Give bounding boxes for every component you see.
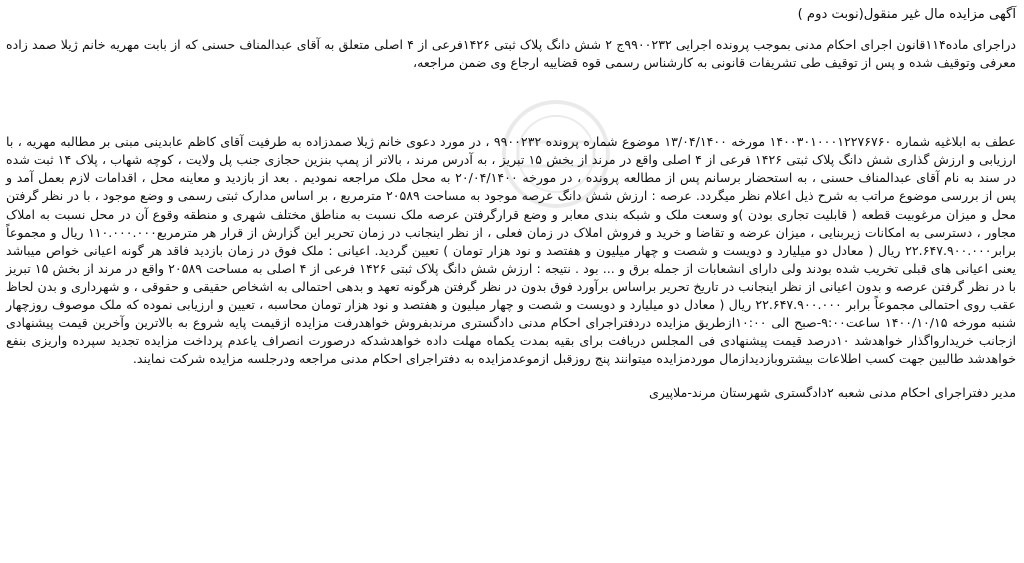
notice-title: آگهی مزایده مال غیر منقول(نوبت دوم ): [797, 7, 1016, 22]
notice-intro: دراجرای ماده۱۱۴قانون اجرای احکام مدنی بموجب پرونده اجرایی ۹۹۰۰۲۳۲ج ۲ شش دانگ پلاک ثبتی ۱۴۲۶فرعی از ۴ اصلی متعلق به آقای عبدالمناف حسنی که از بابت مهریه خانم ژیلا صمد زاده معرفی وتوقیف شده و پس از توقیف طی تشریفات قانونی به کارشناس رسمی قوه قضاییه ارجاع وی ضمن مراجعه،: [6, 37, 1017, 70]
notice-signature: مدیر دفتراجرای احکام مدنی شعبه ۲دادگستری شهرستان مرند-ملاپیری: [648, 385, 1016, 401]
auction-notice: [6, 6, 1016, 557]
notice-body: عطف به ابلاغیه شماره ۱۴۰۰۳۰۱۰۰۰۱۲۲۷۶۷۶۰ مورخه ۱۳/۰۴/۱۴۰۰ موضوع شماره پرونده ۹۹۰۰۲۳۲ ، در مورد دعوی خانم ژیلا صمدزاده به طرفیت آقای کاظم عابدینی مبنی بر مطالبه مهریه ، با ارزیابی و ارزش گذاری شش دانگ پلاک ثبتی ۱۴۲۶ فرعی از ۴ اصلی واقع در مرند از بخش ۱۵ تبریز ، به آدرس مرند ، بالاتر از پمپ بنزین حجازی جنب پل ولایت ، کوچه شهاب ، پلاک ۱۴ ثبت شده در سند به نام آقای عبدالمناف حسنی ، به استحضار برسانم پس از مطالعه پرونده ، در مورخه ۲۰/۰۴/۱۴۰۰ به محل ملک مراجعه نمودیم . بعد از بازدید و معاینه محل ، اقدامات لازم بعمل آمد و پس از بررسی موضوع مراتب به شرح ذیل اعلام نظر میگردد. عرصه : ارزش شش دانگ عرصه موجود به مساحت ۲۰۵۸۹ مترمربع ، بر اساس مدارک ثبتی رسمی و وضع موجود ، با در نظر گرفتن محل و میزان مرغوبیت قطعه ( قابلیت تجاری بودن )و وسعت ملک و شبکه بندی معابر و وضع قرارگرفتن عرصه ملک نسبت به مناطق مختلف شهری و منطقه وقوع آن در محل نسبت به املاک مجاور ، دسترسی به امکانات زیربنایی ، میزان عرضه و تقاضا و خرید و فروش املاک در زمان فعلی ، از نظر اینجانب در زمان تحریر این گزارش از قرار هر مترمربع۱۱۰.۰۰۰.۰۰۰ ریال و مجموعاً برابر۲۲.۶۴۷.۹۰۰.۰۰۰ ریال ( معادل دو میلیارد و دویست و شصت و چهار میلیون و هفتصد و نود هزار تومان ) تعیین گردید. اعیانی : ملک فوق در زمان بازدید فاقد هر گونه اعیانی خواص میباشد یعنی اعیانی های قبلی تخریب شده بودند ولی دارای انشعابات از جمله برق و ... بود . نتیجه : ارزش شش دانگ پلاک ثبتی ۱۴۲۶ فرعی از ۴ اصلی به مساحت ۲۰۵۸۹ واقع در مرند از بخش ۱۵ تبریز با در نظر گرفتن عرصه و بدون اعیانی از نظر اینجانب در تاریخ تحریر براساس برآورد فوق بدون در نظر گرفتن هرگونه تعهد و بدهی احتمالی به اشخاص حقیقی و حقوقی ، و شهرداری و بدن لحاظ عقب روی احتمالی مجموعاً برابر ۲۲.۶۴۷.۹۰۰.۰۰۰ ریال ( معادل دو میلیارد و دویست و شصت و چهار میلیون و هفتصد و نود هزار تومان محاسبه ، تعیین و ارزیابی نموده که ملک موصوف روزچهار شنبه مورخه ۱۴۰۰/۱۰/۱۵ ساعت۹:۰۰-صبح الی ۱۰:۰۰ازطریق مزایده دردفتراجرای احکام مدنی دادگستری مرندبفروش خواهدرفت مزایده ازقیمت پایه شروع به بالاترین وآخرین قیمت پیشنهادی ازجانب خریدارواگذار خواهدشد ۱۰درصد قیمت پیشنهادی فی المجلس دریافت برای بقیه بمدت یکماه مهلت داده خواهدشدکه درصورت انصراف یاعدم پرداخت مزایده تجدید سپرده واریزی بنفع خواهدشد طالبین جهت کسب اطلاعات بیشتروبازدیدازمال موردمزایده میتوانند پنج روزقبل ازموعدمزایده به دفتراجرای احکام مدنی مراجعه ودرجلسه مزایده شرکت نمایند.: [6, 134, 1017, 367]
